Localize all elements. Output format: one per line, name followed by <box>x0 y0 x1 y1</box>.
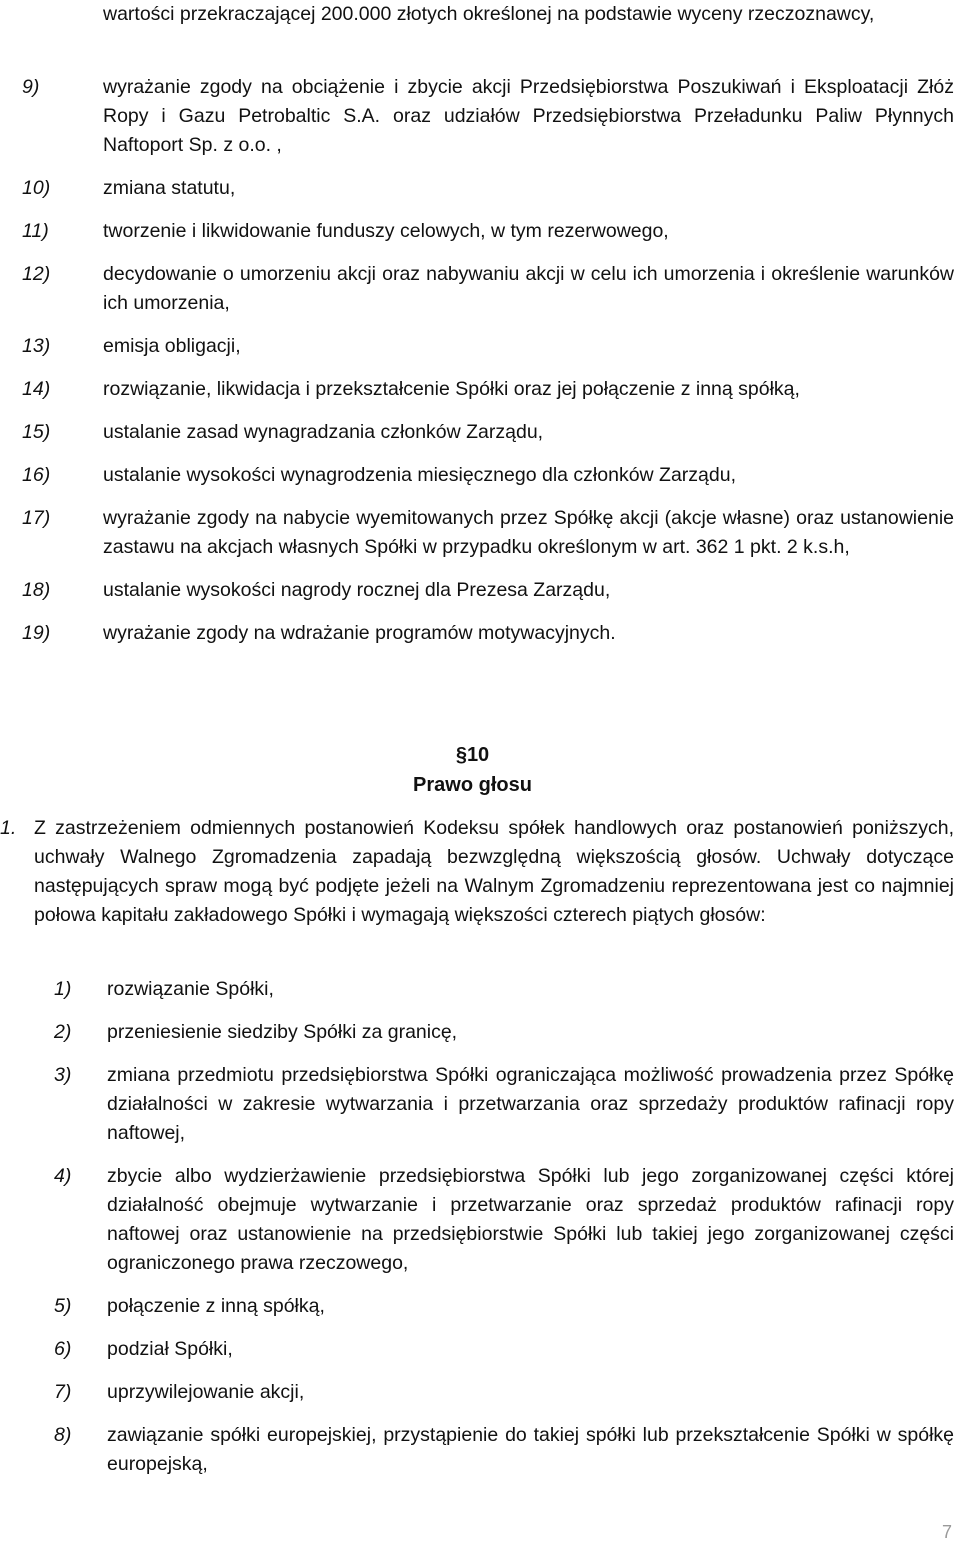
section-number: §10 <box>455 744 490 766</box>
list-item <box>0 975 960 1004</box>
list-item-number: 14) <box>22 378 51 400</box>
list-item <box>0 576 960 605</box>
list-item-number: 6) <box>54 1338 72 1360</box>
list-item <box>0 375 960 404</box>
list-item-number: 8) <box>54 1424 72 1446</box>
list-item <box>0 260 960 318</box>
list-item-text: tworzenie i likwidowanie funduszy celowych, w tym rezerwowego, <box>103 220 669 242</box>
list-item <box>0 1061 960 1148</box>
list-item-number: 16) <box>22 464 51 486</box>
list-item-text: ustalanie zasad wynagradzania członków Zarządu, <box>103 421 544 443</box>
list-item-number: 5) <box>54 1295 72 1317</box>
list-item-text: zbycie albo wydzierżawienie przedsiębiorstwa Spółki lub jego zorganizowanej części której działalność obejmuje wytwarzanie i przetwarzanie oraz sprzedaż produktów rafinacji ropy naftowej oraz ustanowienie na przedsiębiorstwie Spółki lub takiej jego zorganizowanej części ograniczonego prawa rzeczowego, <box>107 1165 954 1274</box>
list-item-text: połączenie z inną spółką, <box>107 1295 325 1317</box>
paragraph-text: Z zastrzeżeniem odmiennych postanowień Kodeksu spółek handlowych oraz postanowień poniższych, uchwały Walnego Zgromadzenia zapadają bezwzględną większością głosów. Uchwały dotyczące następujących spraw mogą być podjęte jeżeli na Walnym Zgromadzeniu reprezentowana jest co najmniej połowa kapitału zakładowego Spółki i wymagają większości czterech piątych głosów: <box>34 817 954 926</box>
list-item-number: 13) <box>22 335 51 357</box>
list-item-text: ustalanie wysokości wynagrodzenia miesięcznego dla członków Zarządu, <box>103 464 736 486</box>
list-item-number: 11) <box>22 220 49 242</box>
list-item-text: zawiązanie spółki europejskiej, przystąpienie do takiej spółki lub przekształcenie Spółki w spółkę europejską, <box>107 1424 954 1475</box>
list-item-number: 18) <box>22 579 51 601</box>
list-item <box>0 418 960 447</box>
list-item <box>0 1378 960 1407</box>
continuation-text: wartości przekraczającej 200.000 złotych określonej na podstawie wyceny rzeczoznawcy, <box>103 3 875 25</box>
list-item-text: wyrażanie zgody na wdrażanie programów motywacyjnych. <box>103 622 616 644</box>
list-item <box>0 1162 960 1278</box>
list-item-text: rozwiązanie Spółki, <box>107 978 274 1000</box>
list-item-number: 2) <box>54 1021 72 1043</box>
list-item-text: podział Spółki, <box>107 1338 233 1360</box>
list-item <box>0 1421 960 1479</box>
list-item-text: rozwiązanie, likwidacja i przekształcenie Spółki oraz jej połączenie z inną spółką, <box>103 378 800 400</box>
paragraph-number: 1. <box>0 817 17 839</box>
list-item <box>0 504 960 562</box>
section-sign-icon: § <box>455 744 467 766</box>
list-item-number: 19) <box>22 622 51 644</box>
list-item <box>0 1335 960 1364</box>
list-item <box>0 1018 960 1047</box>
list-item <box>0 174 960 203</box>
list-item-number: 4) <box>54 1165 72 1187</box>
list-item-number: 9) <box>22 76 40 98</box>
list-item-number: 15) <box>22 421 51 443</box>
list-item-number: 12) <box>22 263 51 285</box>
list-item-number: 7) <box>54 1381 72 1403</box>
sub-list <box>0 975 960 1479</box>
list-item <box>0 1292 960 1321</box>
top-list <box>0 73 960 648</box>
list-item-number: 1) <box>54 978 72 1000</box>
list-item-text: decydowanie o umorzeniu akcji oraz nabywaniu akcji w celu ich umorzenia i określenie warunków ich umorzenia, <box>103 263 954 314</box>
list-item <box>0 461 960 490</box>
list-item-text: emisja obligacji, <box>103 335 241 357</box>
list-item-text: zmiana przedmiotu przedsiębiorstwa Spółki ograniczająca możliwość prowadzenia przez Spółkę działalności w zakresie wytwarzania i przetwarzania oraz sprzedaży produktów rafinacji ropy naftowej, <box>107 1064 954 1144</box>
list-item-text: uprzywilejowanie akcji, <box>107 1381 305 1403</box>
list-item <box>0 73 960 160</box>
list-item-number: 10) <box>22 177 51 199</box>
list-item-text: zmiana statutu, <box>103 177 236 199</box>
list-item <box>0 217 960 246</box>
list-item-number: 17) <box>22 507 51 529</box>
list-item-number: 3) <box>54 1064 72 1086</box>
section-title: Prawo głosu <box>413 774 532 796</box>
section-heading <box>0 740 945 800</box>
list-item-text: przeniesienie siedziby Spółki za granicę, <box>107 1021 458 1043</box>
page-number: 7 <box>941 1522 952 1542</box>
list-item-text: wyrażanie zgody na nabycie wyemitowanych przez Spółkę akcji (akcje własne) oraz ustanowienie zastawu na akcjach własnych Spółki w przypadku określonym w art. 362 1 pkt. 2 k.s.h, <box>103 507 954 558</box>
list-item <box>0 619 960 648</box>
list-item-text: ustalanie wysokości nagrody rocznej dla Prezesa Zarządu, <box>103 579 611 601</box>
list-item-text: wyrażanie zgody na obciążenie i zbycie akcji Przedsiębiorstwa Poszukiwań i Eksploatacji Złóż Ropy i Gazu Petrobaltic S.A. oraz udziałów Przedsiębiorstwa Przeładunku Paliw Płynnych Naftoport Sp. z o.o. , <box>103 76 954 156</box>
list-item <box>0 332 960 361</box>
